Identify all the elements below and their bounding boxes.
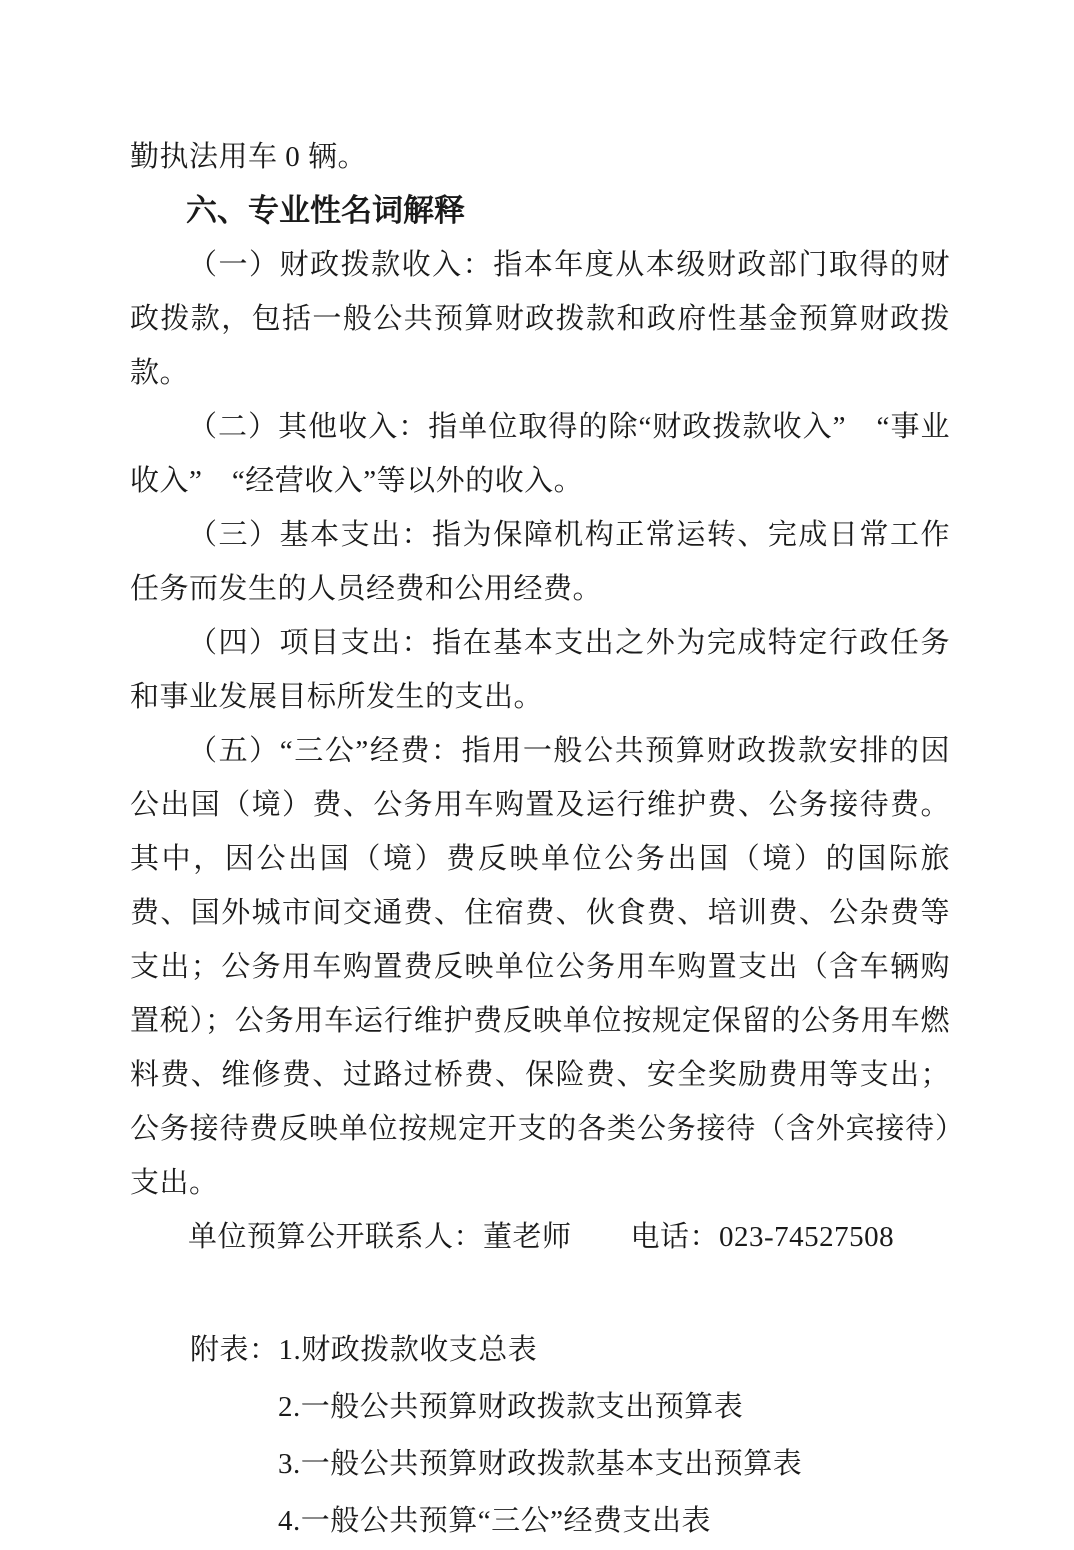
attachments-list [190,1322,950,1550]
attachments-label: 附表： [190,1334,279,1366]
attachment-item-1: 1.财政拨款收支总表 [278,1334,538,1366]
continuation-paragraph: 勤执法用车 0 辆。 [130,141,368,173]
attachment-item-4: 4.一般公共预算“三公”经费支出表 [278,1505,711,1537]
definition-paragraph-2: （二）其他收入：指单位取得的除“财政拨款收入” “事业收入” “经营收入”等以外的收入。 [130,411,950,497]
definition-paragraph-5: （五）“三公”经费：指用一般公共预算财政拨款安排的因公出国（境）费、公务用车购置及运行维护费、公务接待费。其中，因公出国（境）费反映单位公务出国（境）的国际旅费、国外城市间交通费、住宿费、伙食费、培训费、公杂费等支出；公务用车购置费反映单位公务用车购置支出（含车辆购置税）；公务用车运行维护费反映单位按规定保留的公务用车燃料费、维修费、过路过桥费、保险费、安全奖励费用等支出；公务接待费反映单位按规定开支的各类公务接待（含外宾接待）支出。 [130,735,950,1199]
section-heading: 六、专业性名词解释 [186,193,465,228]
attachment-item-3: 3.一般公共预算财政拨款基本支出预算表 [278,1448,803,1480]
definition-paragraph-4: （四）项目支出：指在基本支出之外为完成特定行政任务和事业发展目标所发生的支出。 [130,627,950,713]
contact-line: 单位预算公开联系人：董老师 电话：023-74527508 [188,1221,895,1253]
attachment-item-2: 2.一般公共预算财政拨款支出预算表 [278,1391,744,1423]
definition-paragraph-1: （一）财政拨款收入：指本年度从本级财政部门取得的财政拨款，包括一般公共预算财政拨款和政府性基金预算财政拨款。 [130,249,950,389]
attachment-row-1 [190,1322,950,1379]
definition-paragraph-3: （三）基本支出：指为保障机构正常运转、完成日常工作任务而发生的人员经费和公用经费。 [130,519,950,605]
